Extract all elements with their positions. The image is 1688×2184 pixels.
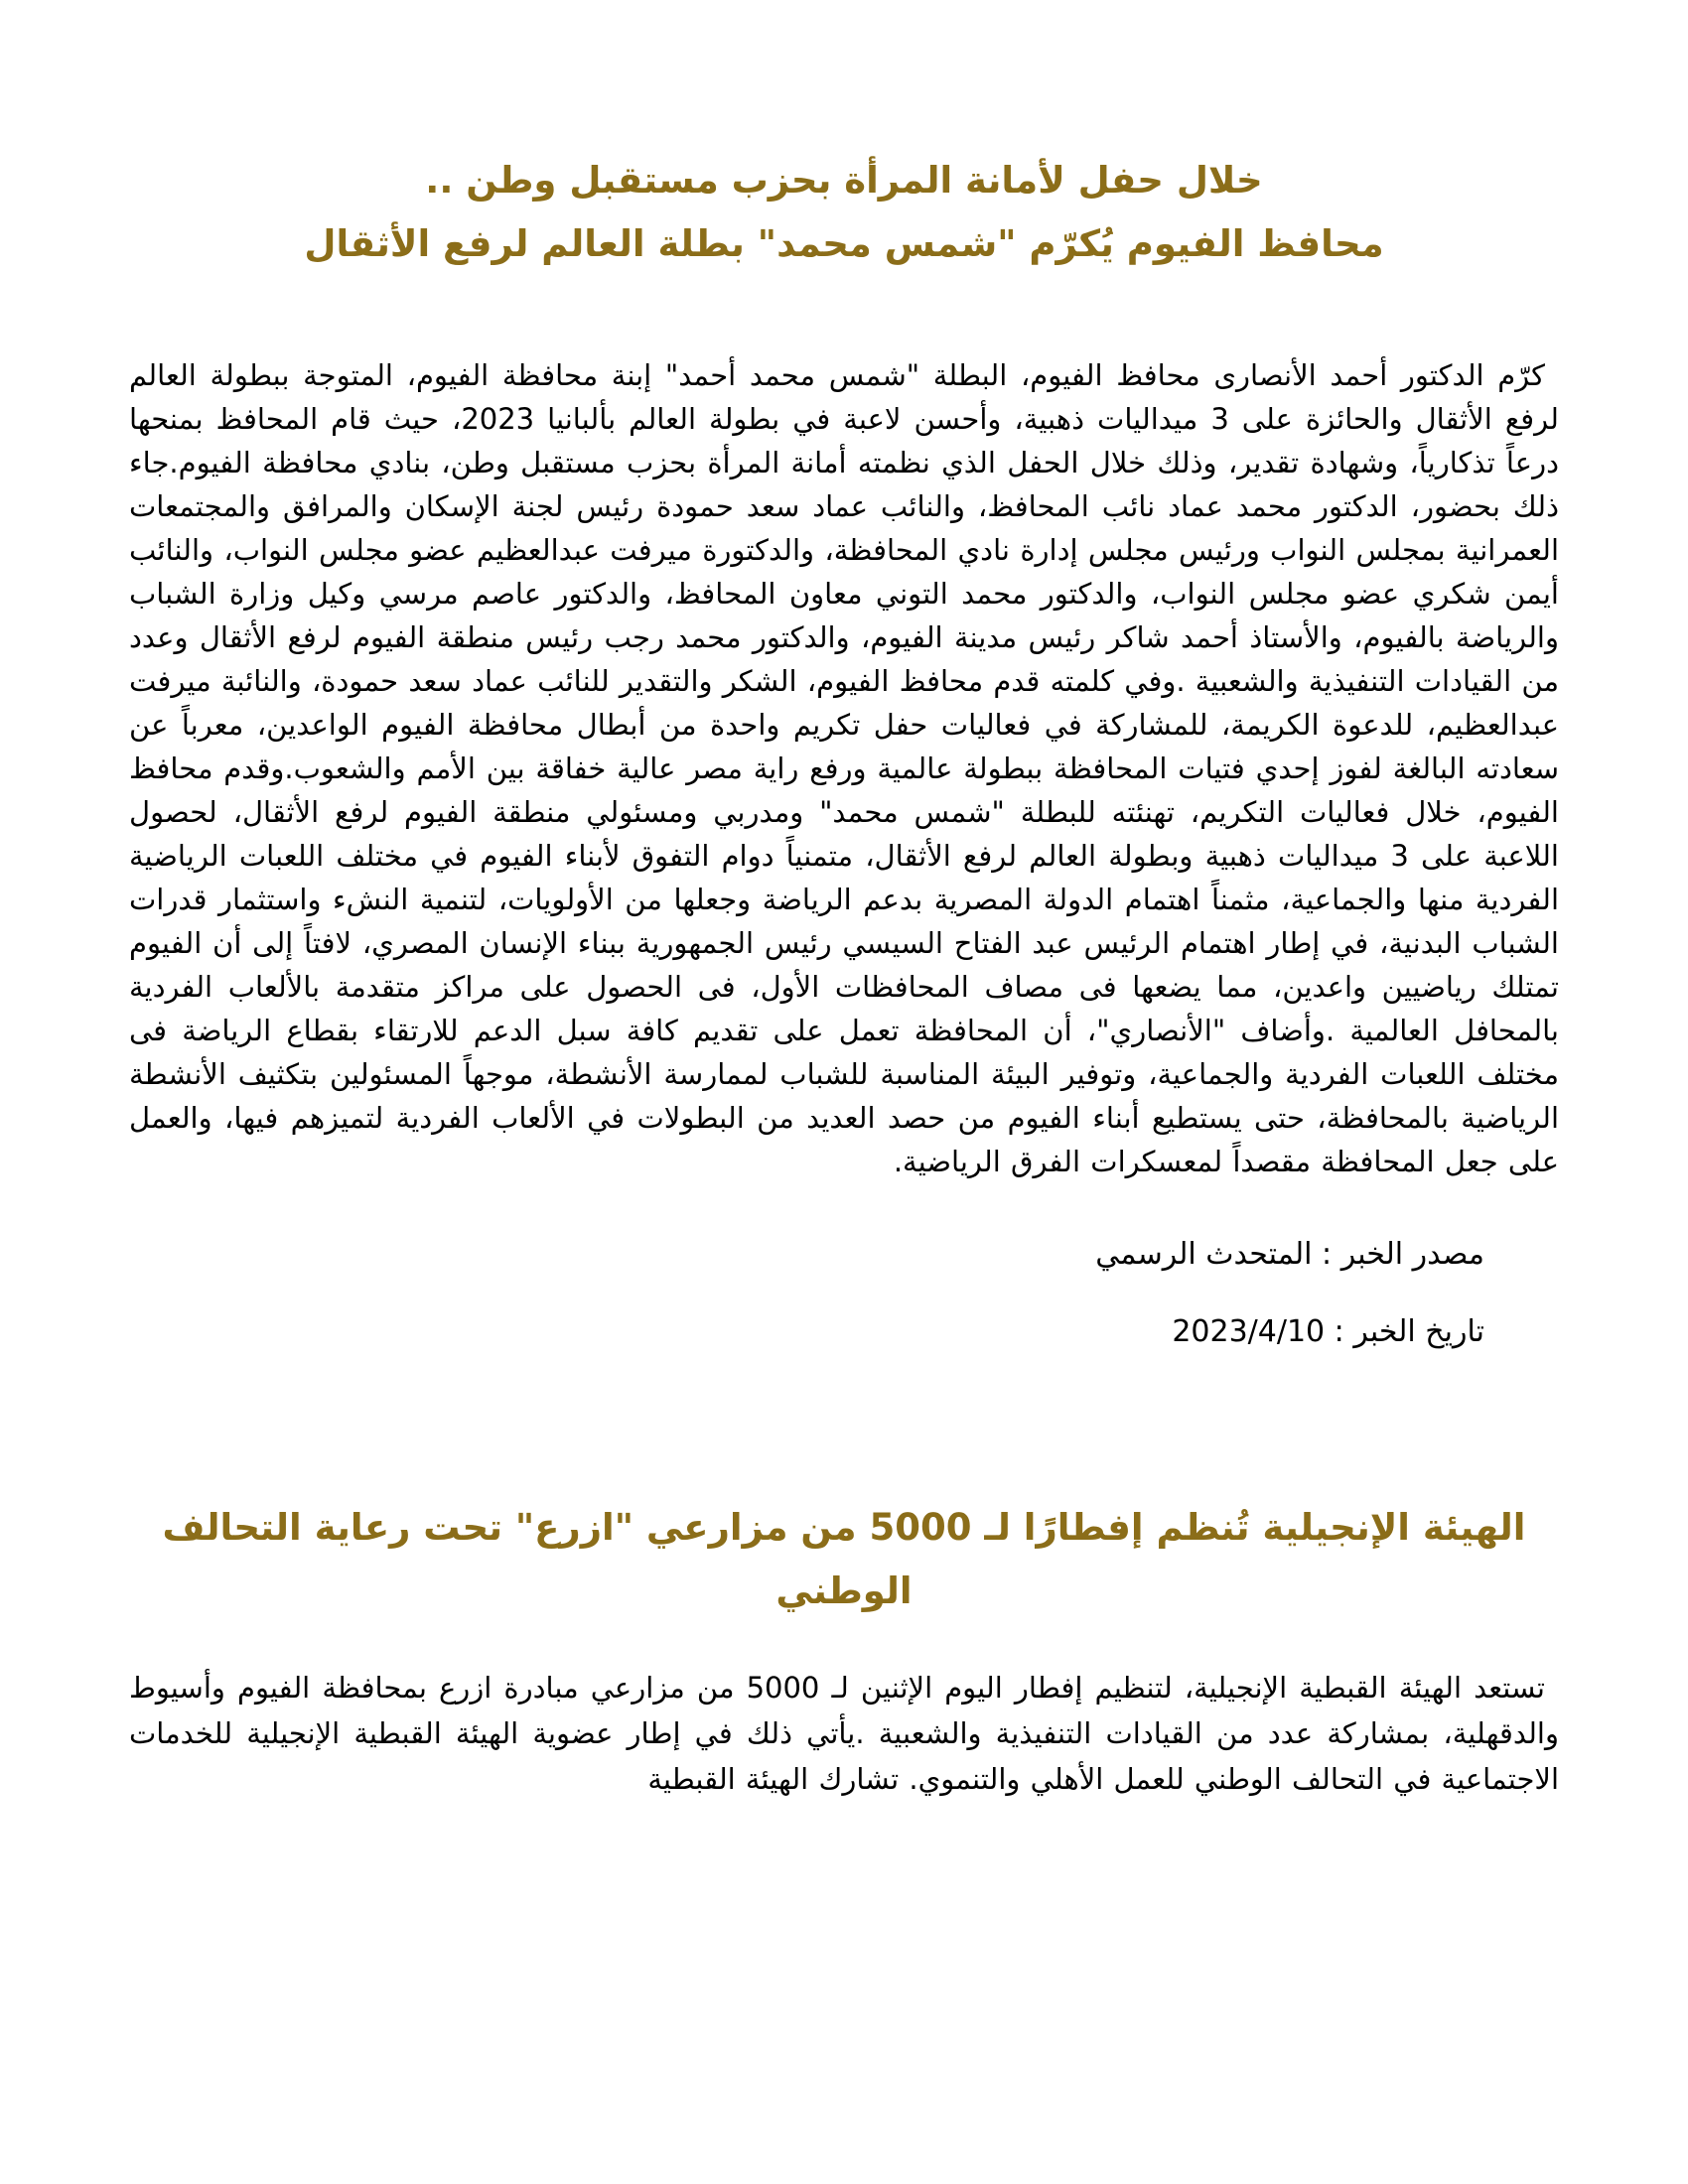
article-1-title-line-1: خلال حفل لأمانة المرأة بحزب مستقبل وطن .. — [425, 159, 1263, 202]
article-1-title-line-2: محافظ الفيوم يُكرّم "شمس محمد" بطلة العالم لرفع الأثقال — [304, 222, 1384, 265]
article-1-news-source: مصدر الخبر : المتحدث الرسمي — [1095, 1237, 1484, 1272]
article-1-body: كرّم الدكتور أحمد الأنصارى محافظ الفيوم، البطلة "شمس محمد أحمد" إبنة محافظة الفيوم، المتوجة ببطولة العالم لرفع الأثقال والحائزة على 3 ميداليات ذهبية، وأحسن لاعبة في بطولة العالم بألبانيا 2023، حيث قام المحافظ بمنحها درعاً تذكارياً، وشهادة تقدير، وذلك خلال الحفل الذي نظمته أمانة المرأة بحزب مستقبل وطن، بنادي محافظة الفيوم.جاء ذلك بحضور، الدكتور محمد عماد نائب المحافظ، والنائب عماد سعد حمودة رئيس لجنة الإسكان والمرافق والمجتمعات العمرانية بمجلس النواب ورئيس مجلس إدارة نادي المحافظة، والدكتورة ميرفت عبدالعظيم عضو مجلس النواب، والنائب أيمن شكري عضو مجلس النواب، والدكتور محمد التوني معاون المحافظ، والدكتور عاصم مرسي وكيل وزارة الشباب والرياضة بالفيوم، والأستاذ أحمد شاكر رئيس مدينة الفيوم، والدكتور محمد رجب رئيس منطقة الفيوم لرفع الأثقال وعدد من القيادات التنفيذية والشعبية .وفي كلمته قدم محافظ الفيوم، الشكر والتقدير للنائب عماد سعد حمودة، والنائبة ميرفت عبدالعظيم، للدعوة الكريمة، للمشاركة في فعاليات حفل تكريم واحدة من أبطال محافظة الفيوم الواعدين، معرباً عن سعادته البالغة لفوز إحدي فتيات المحافظة ببطولة عالمية ورفع راية مصر عالية خفاقة بين الأمم والشعوب.وقدم محافظ الفيوم، خلال فعاليات التكريم، تهنئته للبطلة "شمس محمد" ومدربي ومسئولي منطقة الفيوم لرفع الأثقال، لحصول اللاعبة على 3 ميداليات ذهبية وبطولة العالم لرفع الأثقال، متمنياً دوام التفوق لأبناء الفيوم في مختلف اللعبات الرياضية الفردية منها والجماعية، مثمناً اهتمام الدولة المصرية بدعم الرياضة وجعلها من الأولويات، لتنمية النشء واستثمار قدرات الشباب البدنية، في إطار اهتمام الرئيس عبد الفتاح السيسي رئيس الجمهورية ببناء الإنسان المصري، لافتاً إلى أن الفيوم تمتلك رياضيين واعدين، مما يضعها فى مصاف المحافظات الأول، فى الحصول على مراكز متقدمة بالألعاب الفردية بالمحافل العالمية .وأضاف "الأنصاري"، أن المحافظة تعمل على تقديم كافة سبل الدعم للارتقاء بقطاع الرياضة فى مختلف اللعبات الفردية والجماعية، وتوفير البيئة المناسبة للشباب لممارسة الأنشطة، موجهاً المسئولين بتكثيف الأنشطة الرياضية بالمحافظة، حتى يستطيع أبناء الفيوم من حصد العديد من البطولات في الألعاب الفردية لتميزهم فيها، والعمل على جعل المحافظة مقصداً لمعسكرات الفرق الرياضية. — [129, 358, 1559, 1178]
article-1-news-date: تاريخ الخبر : 2023/4/10 — [1172, 1314, 1484, 1349]
article-1-title — [129, 149, 1559, 276]
document-page — [129, 0, 1559, 1802]
article-2 — [129, 1496, 1559, 1802]
article-1 — [129, 149, 1559, 1352]
article-2-title: الهيئة الإنجيلية تُنظم إفطارًا لـ 5000 من مزارعي "ازرع" تحت رعاية التحالف الوطني — [162, 1506, 1526, 1612]
article-2-body: تستعد الهيئة القبطية الإنجيلية، لتنظيم إفطار اليوم الإثنين لـ 5000 من مزارعي مبادرة ازرع بمحافظة الفيوم وأسيوط والدقهلية، بمشاركة عدد من القيادات التنفيذية والشعبية .يأتي ذلك في إطار عضوية الهيئة القبطية الإنجيلية للخدمات الاجتماعية في التحالف الوطني للعمل الأهلي والتنموي. تشارك الهيئة القبطية — [129, 1671, 1559, 1796]
